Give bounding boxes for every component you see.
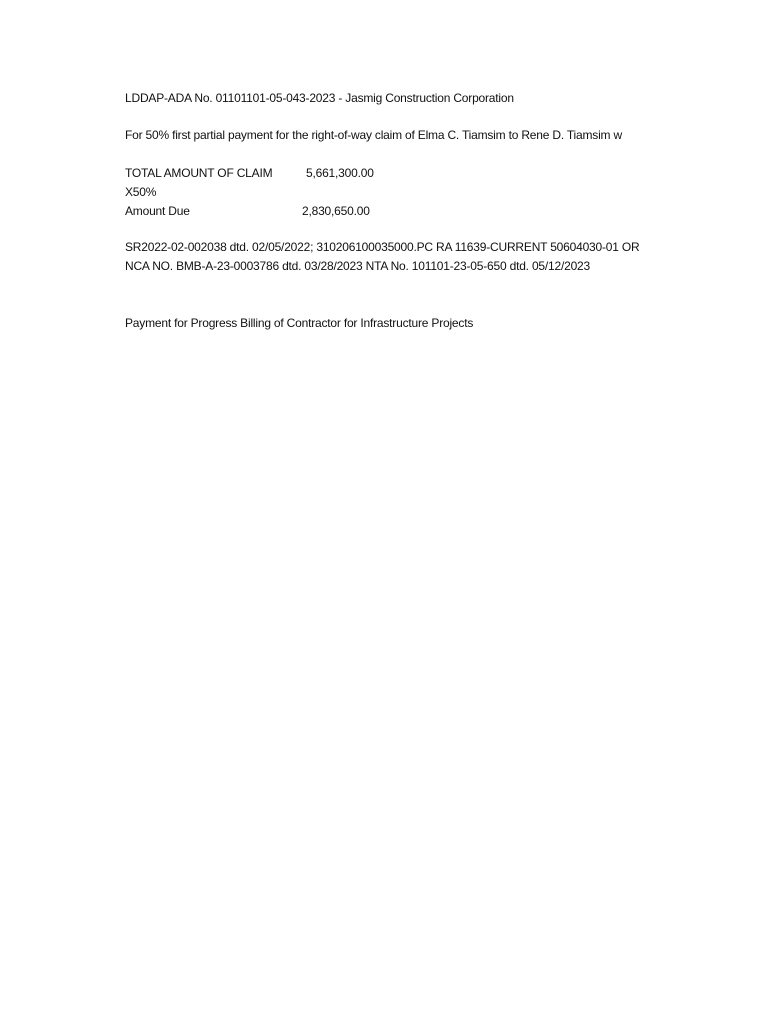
reference-line-1: SR2022-02-002038 dtd. 02/05/2022; 310206100035000.PC RA 11639-CURRENT 50604030-01 OR [125, 240, 640, 254]
total-amount-value: 5,661,300.00 [306, 166, 374, 180]
amount-due-row [125, 203, 370, 219]
document-header: LDDAP-ADA No. 01101101-05-043-2023 - Jasmig Construction Corporation [125, 91, 514, 105]
amount-due-label: Amount Due [125, 204, 190, 218]
payment-description: For 50% first partial payment for the right-of-way claim of Elma C. Tiamsim to Rene D. Tiamsim w [125, 128, 622, 142]
reference-line-2: NCA NO. BMB-A-23-0003786 dtd. 03/28/2023 NTA No. 101101-23-05-650 dtd. 05/12/2023 [125, 259, 591, 273]
payment-purpose: Payment for Progress Billing of Contractor for Infrastructure Projects [125, 316, 474, 330]
amount-due-value: 2,830,650.00 [302, 204, 370, 218]
rate-label: X50% [125, 185, 157, 199]
total-amount-row [125, 165, 374, 181]
total-amount-label: TOTAL AMOUNT OF CLAIM [125, 166, 273, 180]
